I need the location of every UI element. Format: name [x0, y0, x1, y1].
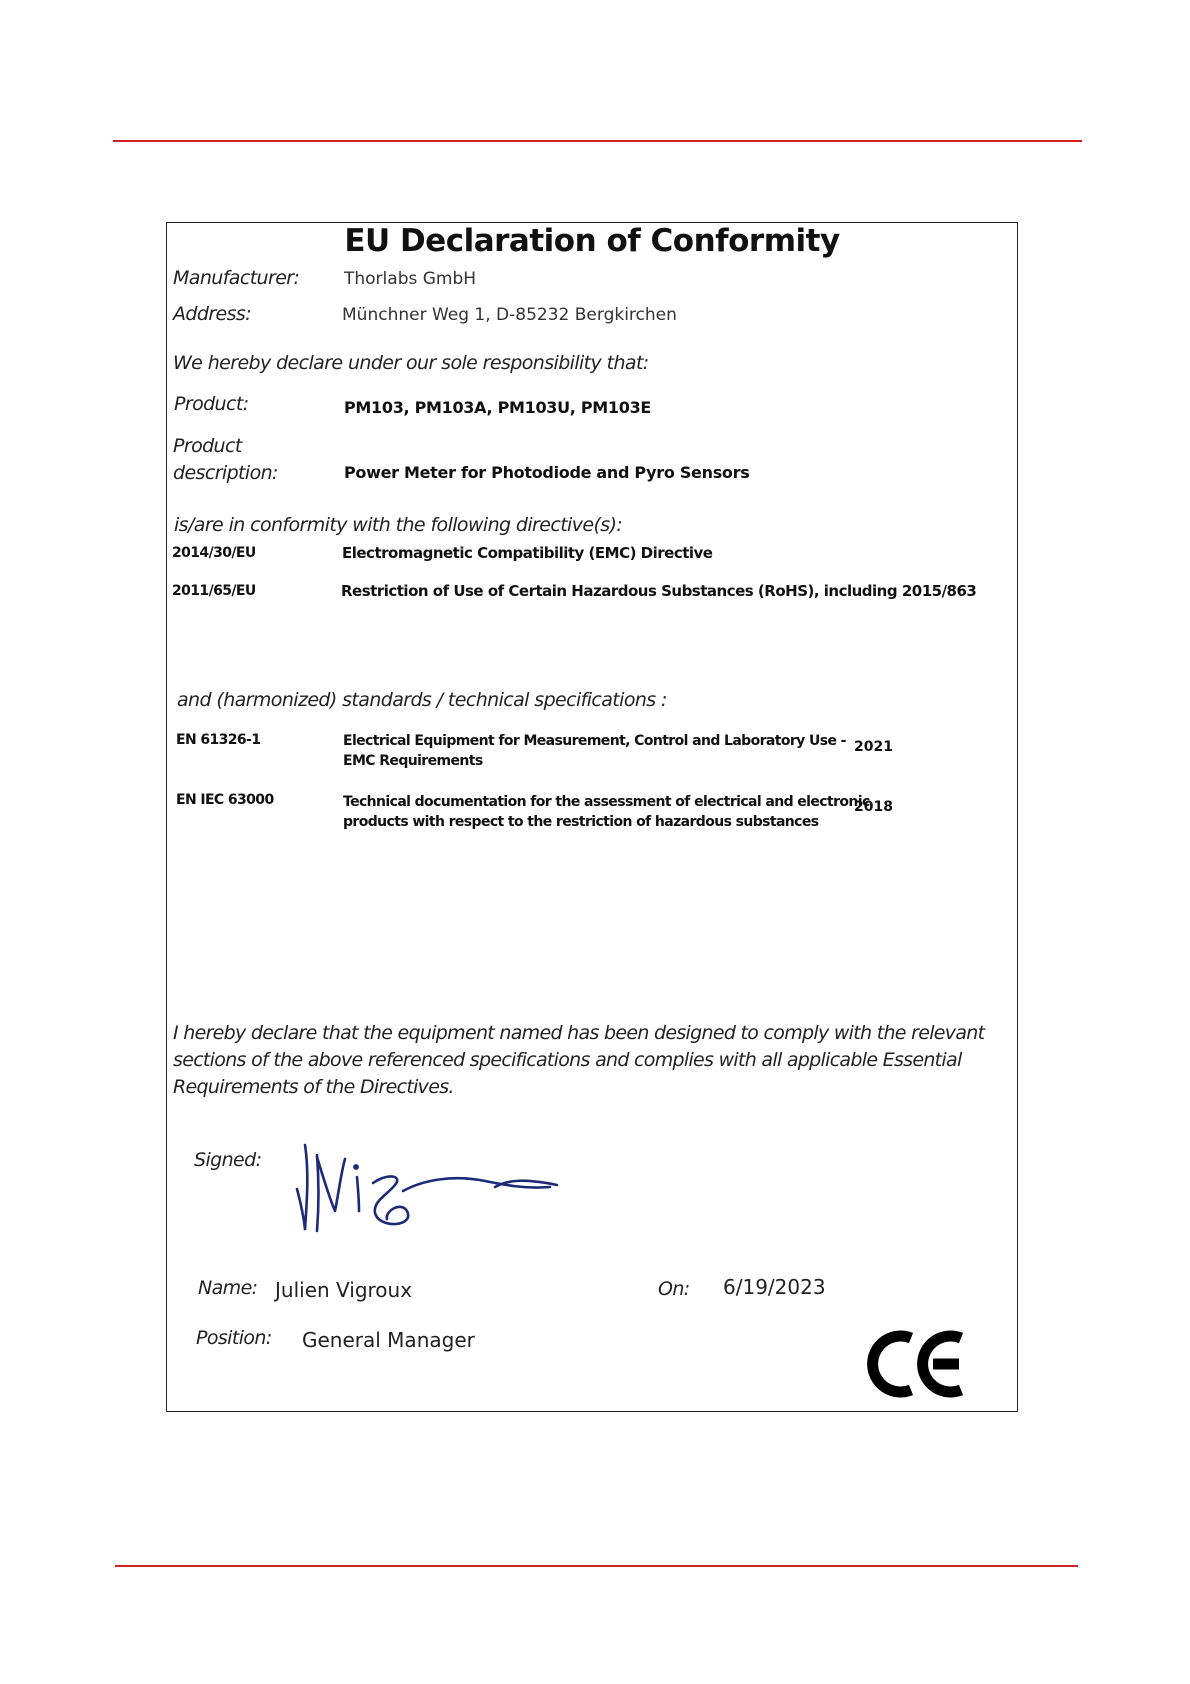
directive-name: Restriction of Use of Certain Hazardous Substances (RoHS), including 2015/863	[341, 582, 977, 600]
directives-intro: is/are in conformity with the following directive(s):	[174, 514, 623, 536]
directive-code: 2011/65/EU	[172, 583, 256, 599]
header-rule	[113, 140, 1082, 142]
name-value: Julien Vigroux	[275, 1278, 413, 1302]
position-value: General Manager	[302, 1328, 475, 1352]
standard-year: 2021	[854, 739, 893, 755]
standard-desc-line2: products with respect to the restriction of hazardous substances	[343, 814, 819, 830]
standard-year: 2018	[854, 799, 893, 815]
address-label: Address:	[173, 303, 252, 325]
standard-desc-line1: Technical documentation for the assessment of electrical and electronic	[343, 794, 870, 810]
position-label: Position:	[196, 1327, 272, 1349]
date-label: On:	[658, 1278, 690, 1300]
footer-rule	[115, 1565, 1078, 1567]
declaration-statement: I hereby declare that the equipment named has been designed to comply with the relevant sections of the above referenced specifications and complies with all applicable Essential Requirements of the Directives.	[173, 1022, 985, 1098]
signed-label: Signed:	[194, 1149, 262, 1171]
intro-text: We hereby declare under our sole responsibility that:	[173, 352, 649, 374]
product-value: PM103, PM103A, PM103U, PM103E	[344, 398, 652, 417]
name-label: Name:	[198, 1277, 258, 1299]
directive-code: 2014/30/EU	[172, 545, 256, 561]
directive-name: Electromagnetic Compatibility (EMC) Directive	[342, 544, 713, 562]
handwritten-signature	[295, 1141, 575, 1241]
standard-code: EN IEC 63000	[176, 792, 274, 808]
address-value: Münchner Weg 1, D-85232 Bergkirchen	[342, 305, 677, 325]
document-title: EU Declaration of Conformity	[344, 223, 840, 259]
manufacturer-value: Thorlabs GmbH	[344, 269, 477, 289]
declaration-frame	[166, 222, 1018, 1412]
description-label-line2: description:	[173, 462, 278, 484]
description-value: Power Meter for Photodiode and Pyro Sensors	[344, 463, 750, 482]
standard-code: EN 61326-1	[176, 732, 261, 748]
standards-intro: and (harmonized) standards / technical specifications :	[177, 689, 667, 711]
ce-mark-icon	[867, 1328, 967, 1400]
product-label: Product:	[174, 393, 249, 415]
standard-desc-line2: EMC Requirements	[343, 753, 483, 769]
standard-desc-line1: Electrical Equipment for Measurement, Control and Laboratory Use -	[343, 733, 846, 749]
manufacturer-label: Manufacturer:	[173, 267, 300, 289]
description-label-line1: Product	[173, 435, 242, 457]
date-value: 6/19/2023	[723, 1275, 826, 1299]
